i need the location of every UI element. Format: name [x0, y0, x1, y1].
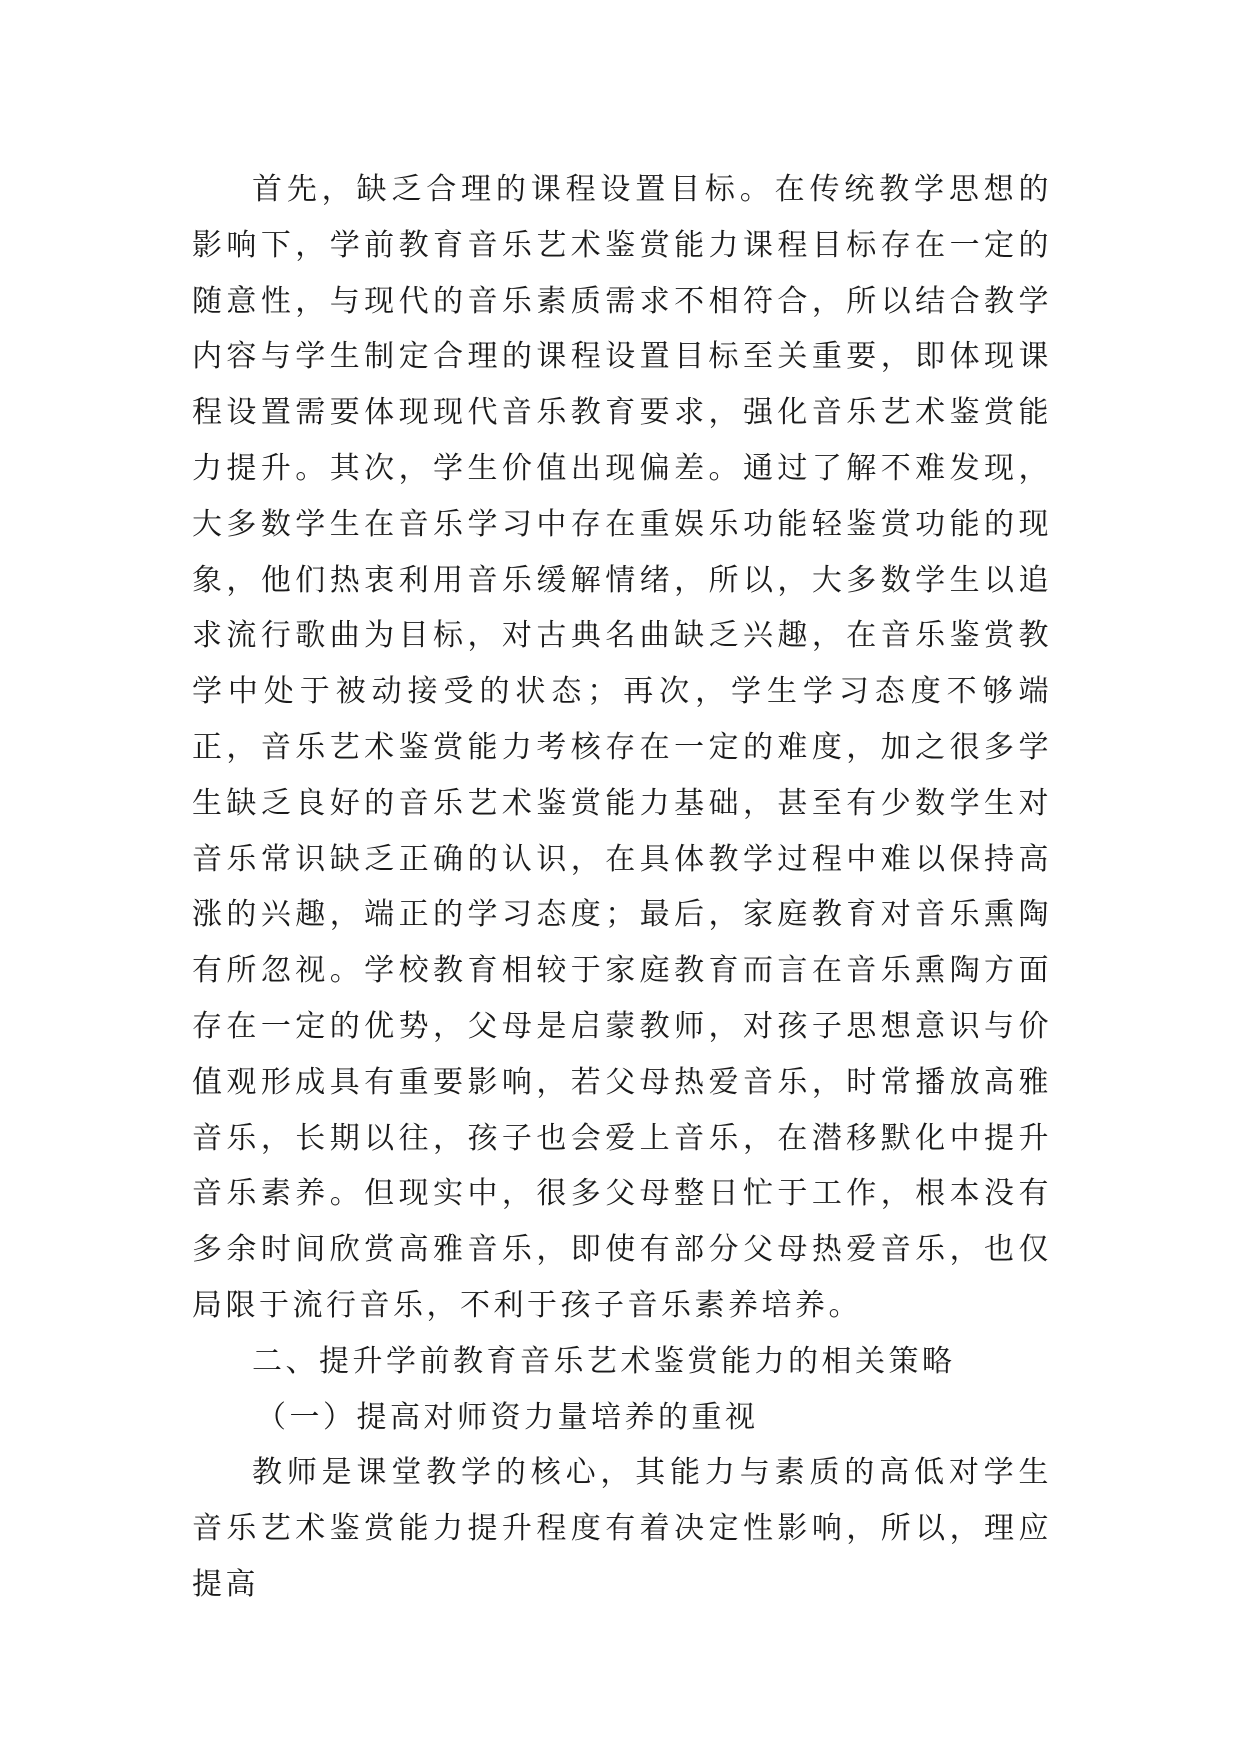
document-body [192, 162, 1052, 1613]
subsection-heading: （一）提高对师资力量培养的重视 [256, 1399, 759, 1435]
body-paragraph: 首先，缺乏合理的课程设置目标。在传统教学思想的影响下，学前教育音乐艺术鉴赏能力课程目标存在一定的随意性，与现代的音乐素质需求不相符合，所以结合教学内容与学生制定合理的课程设置目标至关重要，即体现课程设置需要体现现代音乐教育要求，强化音乐艺术鉴赏能力提升。其次，学生价值出现偏差。通过了解不难发现，大多数学生在音乐学习中存在重娱乐功能轻鉴赏功能的现象，他们热衷利用音乐缓解情绪，所以，大多数学生以追求流行歌曲为目标，对古典名曲缺乏兴趣，在音乐鉴赏教学中处于被动接受的状态；再次，学生学习态度不够端正，音乐艺术鉴赏能力考核存在一定的难度，加之很多学生缺乏良好的音乐艺术鉴赏能力基础，甚至有少数学生对音乐常识缺乏正确的认识，在具体教学过程中难以保持高涨的兴趣，端正的学习态度；最后，家庭教育对音乐熏陶有所忽视。学校教育相较于家庭教育而言在音乐熏陶方面存在一定的优势，父母是启蒙教师，对孩子思想意识与价值观形成具有重要影响，若父母热爱音乐，时常播放高雅音乐，长期以往，孩子也会爱上音乐，在潜移默化中提升音乐素养。但现实中，很多父母整日忙于工作，根本没有多余时间欣赏高雅音乐，即使有部分父母热爱音乐，也仅局限于流行音乐，不利于孩子音乐素养培养。 [192, 172, 1052, 1323]
body-paragraph: 教师是课堂教学的核心，其能力与素质的高低对学生音乐艺术鉴赏能力提升程度有着决定性影响，所以，理应提高 [192, 1455, 1052, 1602]
section-heading: 二、提升学前教育音乐艺术鉴赏能力的相关策略 [252, 1343, 956, 1379]
